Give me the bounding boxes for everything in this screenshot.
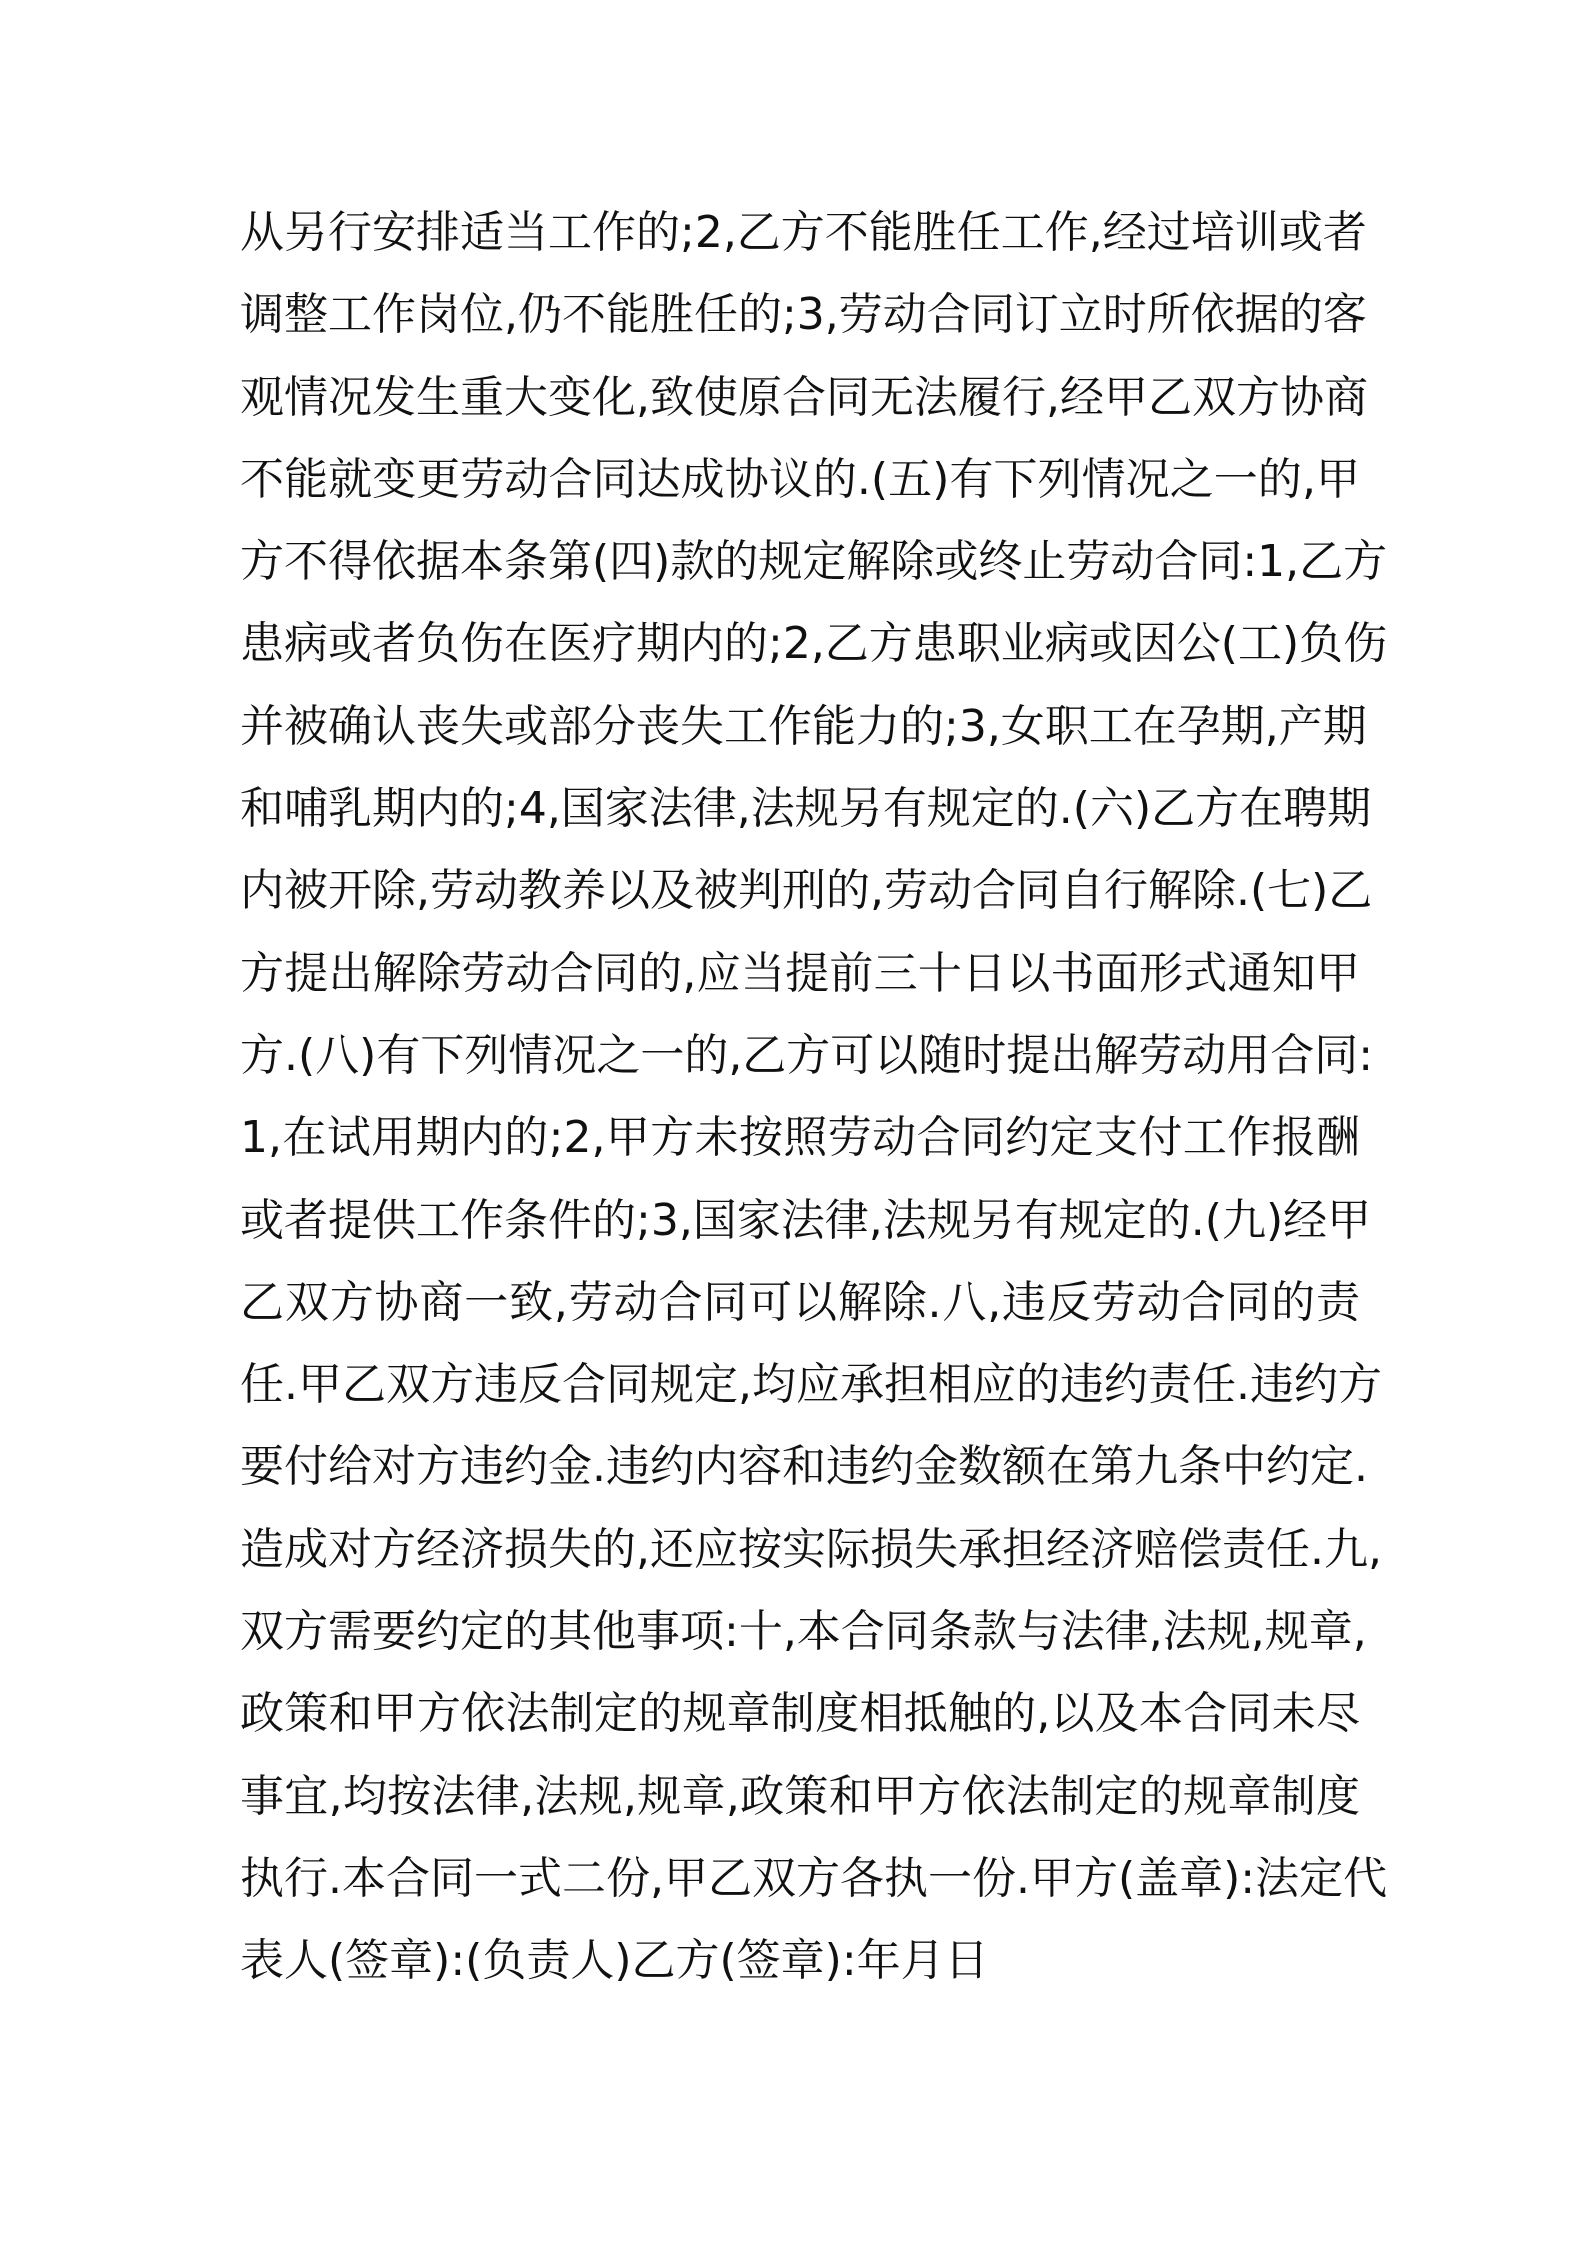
text-line: 乙双方协商一致,劳动合同可以解除.八,违反劳动合同的责 xyxy=(240,1276,1360,1328)
text-line: 造成对方经济损失的,还应按实际损失承担经济赔偿责任.九, xyxy=(240,1523,1382,1575)
text-line: 或者提供工作条件的;3,国家法律,法规另有规定的.(九)经甲 xyxy=(240,1194,1372,1246)
text-line: 患病或者负伤在医疗期内的;2,乙方患职业病或因公(工)负伤 xyxy=(240,618,1388,670)
text-line: 任.甲乙双方违反合同规定,均应承担相应的违约责任.违约方 xyxy=(240,1359,1382,1411)
text-line: 双方需要约定的其他事项:十,本合同条款与法律,法规,规章, xyxy=(240,1606,1367,1658)
text-line: 内被开除,劳动教养以及被判刑的,劳动合同自行解除.(七)乙 xyxy=(240,865,1373,917)
text-line: 调整工作岗位,仍不能胜任的;3,劳动合同订立时所依据的客 xyxy=(240,289,1367,341)
text-line: 不能就变更劳动合同达成协议的.(五)有下列情况之一的,甲 xyxy=(240,453,1360,505)
contract-body-text xyxy=(240,192,1388,2003)
text-line: 执行.本合同一式二份,甲乙双方各执一份.甲方(盖章):法定代 xyxy=(240,1852,1388,1904)
text-line: 从另行安排适当工作的;2,乙方不能胜任工作,经过培训或者 xyxy=(240,207,1367,258)
text-line: 和哺乳期内的;4,国家法律,法规另有规定的.(六)乙方在聘期 xyxy=(240,783,1372,835)
text-line: 方提出解除劳动合同的,应当提前三十日以书面形式通知甲 xyxy=(240,947,1360,999)
text-line: 1,在试用期内的;2,甲方未按照劳动合同约定支付工作报酬 xyxy=(240,1112,1360,1164)
text-line-signature: 表人(签章):(负责人)乙方(签章):年月日 xyxy=(240,1935,989,1987)
text-line: 事宜,均按法律,法规,规章,政策和甲方依法制定的规章制度 xyxy=(240,1770,1360,1822)
text-line: 要付给对方违约金.违约内容和违约金数额在第九条中约定. xyxy=(240,1441,1368,1493)
text-line: 政策和甲方依法制定的规章制度相抵触的,以及本合同未尽 xyxy=(240,1688,1360,1740)
text-line: 并被确认丧失或部分丧失工作能力的;3,女职工在孕期,产期 xyxy=(240,700,1367,752)
text-line: 方不得依据本条第(四)款的规定解除或终止劳动合同:1,乙方 xyxy=(240,536,1388,588)
text-line: 观情况发生重大变化,致使原合同无法履行,经甲乙双方协商 xyxy=(240,371,1368,423)
text-line: 方.(八)有下列情况之一的,乙方可以随时提出解劳动用合同: xyxy=(240,1029,1374,1081)
